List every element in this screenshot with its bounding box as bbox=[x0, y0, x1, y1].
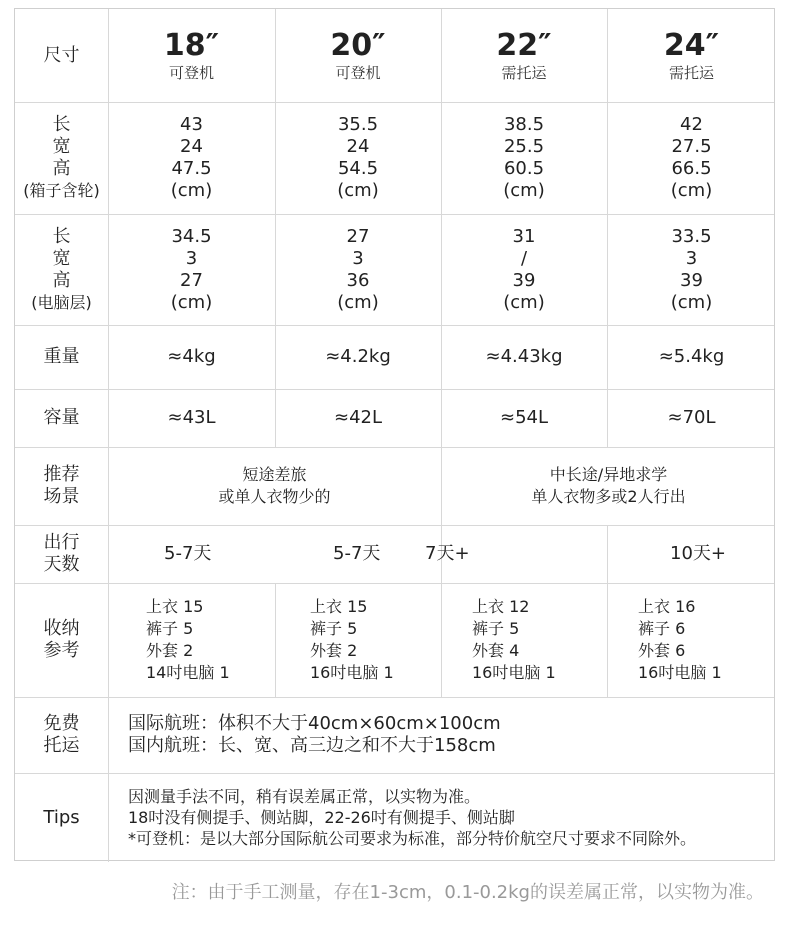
days-22: 7天+ bbox=[425, 543, 470, 564]
packing-item: 外套 6 bbox=[638, 641, 686, 660]
dim-value: 27 bbox=[346, 225, 370, 247]
size-value: 22″ bbox=[496, 27, 552, 63]
tips-label: Tips bbox=[43, 806, 80, 828]
dim-unit: (cm) bbox=[337, 291, 379, 313]
dim-value: 54.5 bbox=[337, 158, 379, 179]
header-label: 尺寸 bbox=[43, 44, 80, 66]
scene-line: 单人衣物多或2人行出 bbox=[531, 487, 686, 506]
weight-label: 重量 bbox=[43, 346, 80, 367]
packing-label bbox=[15, 583, 108, 697]
dim-value: 3 bbox=[185, 247, 198, 269]
packing-item: 上衣 15 bbox=[310, 597, 368, 616]
packing-18 bbox=[108, 583, 275, 697]
label-line: 宽 bbox=[52, 247, 71, 269]
size-value: 24″ bbox=[663, 27, 720, 63]
size-20-header bbox=[275, 9, 441, 102]
label-line: 参考 bbox=[43, 640, 80, 661]
dim-value: 36 bbox=[346, 269, 370, 291]
capacity-24: ≈70L bbox=[667, 407, 716, 428]
dim-value: 39 bbox=[512, 269, 536, 291]
days-20: 5-7天 bbox=[333, 543, 381, 564]
dims-case-22 bbox=[441, 102, 607, 214]
label-line: 托运 bbox=[43, 735, 80, 756]
dims-case-18 bbox=[108, 102, 275, 214]
packing-item: 裤子 5 bbox=[472, 619, 520, 638]
dim-unit: (cm) bbox=[503, 291, 545, 313]
packing-item: 上衣 15 bbox=[146, 597, 204, 616]
rule-line: 国际航班：体积不大于40cm×60cm×100cm bbox=[128, 713, 501, 734]
dim-unit: (cm) bbox=[337, 180, 379, 201]
label-line: 高 bbox=[52, 158, 71, 179]
dim-value: 39 bbox=[680, 269, 703, 291]
dim-unit: (cm) bbox=[503, 180, 545, 201]
size-note: 可登机 bbox=[335, 63, 381, 82]
dim-value: 27 bbox=[180, 269, 203, 291]
dim-value: 24 bbox=[180, 136, 203, 157]
packing-item: 裤子 6 bbox=[638, 619, 686, 638]
label-line: 场景 bbox=[43, 486, 80, 507]
label-line: 宽 bbox=[52, 136, 71, 157]
weight-22: ≈4.43kg bbox=[485, 346, 563, 367]
days-label bbox=[15, 525, 108, 583]
packing-22 bbox=[441, 583, 607, 697]
dim-unit: (cm) bbox=[670, 291, 713, 313]
scene-line: 或单人衣物少的 bbox=[218, 487, 331, 506]
packing-item: 16吋电脑 1 bbox=[310, 663, 394, 682]
packing-20 bbox=[275, 583, 441, 697]
footnote: 注：由于手工测量，存在1-3cm，0.1-0.2kg的误差属正常，以实物为准。 bbox=[171, 882, 764, 903]
size-note: 可登机 bbox=[168, 63, 214, 82]
weight-18: ≈4kg bbox=[167, 346, 216, 367]
tip-line: 因测量手法不同，稍有误差属正常，以实物为准。 bbox=[128, 787, 481, 806]
dim-value: 60.5 bbox=[503, 158, 545, 179]
packing-item: 外套 2 bbox=[146, 641, 194, 660]
label-line: 高 bbox=[52, 269, 71, 291]
free-checkin-rules bbox=[108, 697, 776, 773]
dim-value: 33.5 bbox=[671, 225, 712, 247]
packing-item: 外套 4 bbox=[472, 641, 520, 660]
capacity-18: ≈43L bbox=[167, 407, 216, 428]
dim-value: 35.5 bbox=[337, 114, 379, 135]
dims-case-label bbox=[15, 102, 108, 214]
dims-case-24 bbox=[607, 102, 776, 214]
dim-value: 47.5 bbox=[171, 158, 212, 179]
dim-unit: (cm) bbox=[170, 180, 213, 201]
tip-line: *可登机：是以大部分国际航公司要求为标准，部分特价航空尺寸要求不同除外。 bbox=[128, 829, 697, 848]
dim-value: 3 bbox=[685, 247, 698, 269]
tip-line: 18吋没有侧提手、侧站脚，22-26吋有侧提手、侧站脚 bbox=[128, 808, 515, 827]
weight-20: ≈4.2kg bbox=[325, 346, 391, 367]
days-18: 5-7天 bbox=[164, 543, 212, 564]
label-line: 收纳 bbox=[43, 618, 80, 639]
dim-value: / bbox=[520, 247, 528, 269]
packing-item: 裤子 5 bbox=[310, 619, 358, 638]
dim-value: 24 bbox=[346, 136, 370, 157]
dim-value: 38.5 bbox=[503, 114, 545, 135]
size-note: 需托运 bbox=[668, 63, 714, 82]
dims-laptop-22 bbox=[441, 214, 607, 325]
dim-value: 42 bbox=[680, 114, 703, 135]
label-line: (箱子含轮) bbox=[23, 181, 100, 200]
label-line: 推荐 bbox=[43, 464, 80, 485]
dims-laptop-24 bbox=[607, 214, 776, 325]
size-22-header bbox=[441, 9, 607, 102]
capacity-20: ≈42L bbox=[333, 407, 382, 428]
free-checkin-label bbox=[15, 697, 108, 773]
dim-value: 27.5 bbox=[671, 136, 712, 157]
scene-line: 短途差旅 bbox=[242, 465, 307, 484]
dim-value: 34.5 bbox=[171, 225, 212, 247]
dims-laptop-20 bbox=[275, 214, 441, 325]
packing-item: 16吋电脑 1 bbox=[472, 663, 556, 682]
dim-value: 3 bbox=[352, 247, 364, 269]
dims-case-20 bbox=[275, 102, 441, 214]
label-line: 长 bbox=[52, 114, 71, 135]
scene-checked bbox=[441, 447, 776, 525]
size-value: 20″ bbox=[330, 27, 386, 63]
packing-item: 裤子 5 bbox=[146, 619, 194, 638]
tips-content bbox=[108, 773, 776, 862]
weight-24: ≈5.4kg bbox=[658, 346, 725, 367]
label-line: (电脑层) bbox=[31, 292, 92, 312]
scene-label bbox=[15, 447, 108, 525]
dim-value: 66.5 bbox=[671, 158, 712, 179]
scene-line: 中长途/异地求学 bbox=[549, 465, 668, 484]
label-line: 长 bbox=[52, 225, 71, 247]
dim-unit: (cm) bbox=[670, 180, 713, 201]
capacity-label: 容量 bbox=[43, 407, 80, 428]
size-24-header bbox=[607, 9, 776, 102]
scene-carry-on bbox=[108, 447, 441, 525]
size-note: 需托运 bbox=[501, 63, 547, 82]
dim-unit: (cm) bbox=[170, 291, 213, 313]
label-line: 免费 bbox=[43, 713, 80, 734]
packing-item: 14吋电脑 1 bbox=[146, 663, 230, 682]
dims-laptop-label bbox=[15, 214, 108, 325]
dim-value: 31 bbox=[512, 225, 536, 247]
size-value: 18″ bbox=[163, 27, 220, 63]
packing-item: 上衣 16 bbox=[638, 597, 696, 616]
days-24: 10天+ bbox=[670, 543, 726, 564]
dim-value: 43 bbox=[180, 114, 203, 135]
capacity-22: ≈54L bbox=[499, 407, 548, 428]
label-line: 出行 bbox=[43, 532, 80, 553]
label-line: 天数 bbox=[43, 554, 80, 575]
dim-value: 25.5 bbox=[503, 136, 545, 157]
packing-24 bbox=[607, 583, 776, 697]
spec-table bbox=[14, 8, 775, 861]
rule-line: 国内航班：长、宽、高三边之和不大于158cm bbox=[128, 735, 496, 756]
size-18-header bbox=[108, 9, 275, 102]
dims-laptop-18 bbox=[108, 214, 275, 325]
packing-item: 16吋电脑 1 bbox=[638, 663, 722, 682]
packing-item: 上衣 12 bbox=[472, 597, 530, 616]
packing-item: 外套 2 bbox=[310, 641, 358, 660]
